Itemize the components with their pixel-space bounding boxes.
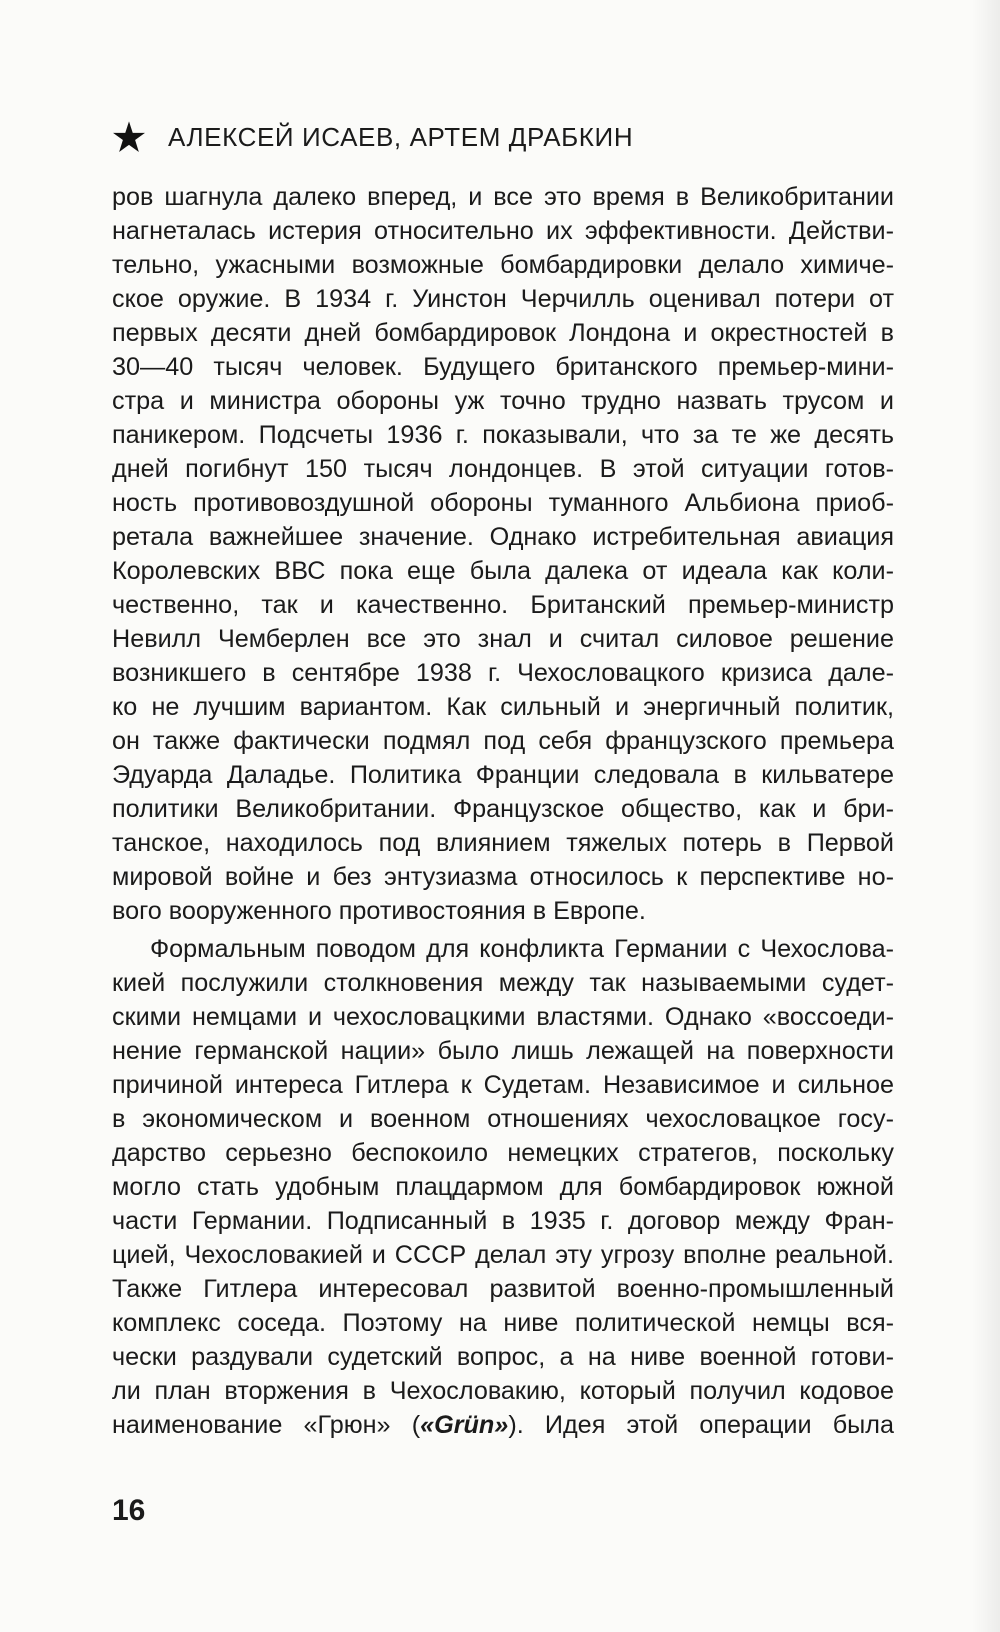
text-line: цией, Чехословакией и СССР делал эту угрозу вполне реальной. <box>112 1241 894 1269</box>
text-line: причиной интереса Гитлера к Судетам. Независимое и сильное <box>112 1071 894 1099</box>
text-line: чественно, так и качественно. Британский премьер-министр <box>112 591 894 619</box>
running-title: АЛЕКСЕЙ ИСАЕВ, АРТЕМ ДРАБКИН <box>168 121 634 152</box>
text-line: танское, находилось под влиянием тяжелых потерь в Первой <box>112 829 894 857</box>
text-line: нение германской нации» было лишь лежащей на поверхности <box>112 1037 894 1065</box>
line-tail-text: ). Идея этой операции была <box>508 1411 894 1439</box>
line-lead-text: наименование «Грюн» ( <box>112 1411 421 1439</box>
text-line: скими немцами и чехословацкими властями. Однако «воссоеди- <box>112 1003 894 1031</box>
text-line: ли план вторжения в Чехословакию, который получил кодовое <box>112 1377 894 1405</box>
text-line: ность противовоздушной обороны туманного Альбиона приоб- <box>112 489 894 517</box>
text-line: первых десяти дней бомбардировок Лондона и окрестностей в <box>112 319 894 347</box>
text-line: Невилл Чемберлен все это знал и считал силовое решение <box>112 625 894 653</box>
text-line: ское оружие. В 1934 г. Уинстон Черчилль оценивал потери от <box>112 285 894 313</box>
text-line: политики Великобритании. Французское общество, как и бри- <box>112 795 894 823</box>
text-line: он также фактически подмял под себя французского премьера <box>112 727 894 755</box>
text-line: Эдуарда Даладье. Политика Франции следовала в кильватере <box>112 761 894 789</box>
emphasized-term: «Grün» <box>420 1411 509 1439</box>
body-text <box>112 180 894 1442</box>
text-line: комплекс соседа. Поэтому на ниве политической немцы вся- <box>112 1309 894 1337</box>
text-line: Также Гитлера интересовал развитой военно-промышленный <box>112 1275 894 1303</box>
text-line: мировой войне и без энтузиазма относилось к перспективе но- <box>112 863 894 891</box>
text-line: 30—40 тысяч человек. Будущего британского премьер-мини- <box>112 353 894 381</box>
text-line: части Германии. Подписанный в 1935 г. договор между Фран- <box>112 1207 894 1235</box>
paragraph-end-line: вого вооруженного противостояния в Европе. <box>112 897 646 925</box>
text-line: ретала важнейшее значение. Однако истребительная авиация <box>112 523 894 551</box>
text-line: стра и министра обороны уж точно трудно назвать трусом и <box>112 387 894 415</box>
text-line: могло стать удобным плацдармом для бомбардировок южной <box>112 1173 894 1201</box>
text-line: паникером. Подсчеты 1936 г. показывали, что за те же десять <box>112 421 894 449</box>
text-line: ко не лучшим вариантом. Как сильный и энергичный политик, <box>112 693 894 721</box>
text-line: тельно, ужасными возможные бомбардировки делало химиче- <box>112 251 894 279</box>
page-number: 16 <box>112 1494 146 1527</box>
text-line: Королевских ВВС пока еще была далека от идеала как коли- <box>112 557 894 585</box>
text-line-mixed <box>112 1408 894 1442</box>
text-line: кией послужили столкновения между так называемыми судет- <box>112 969 894 997</box>
text-line: ров шагнула далеко вперед, и все это время в Великобритании <box>112 183 894 211</box>
text-line: дней погибнут 150 тысяч лондонцев. В этой ситуации готов- <box>112 455 894 483</box>
text-line: нагнеталась истерия относительно их эффективности. Действи- <box>112 217 894 245</box>
running-header <box>112 120 633 154</box>
text-line: возникшего в сентябре 1938 г. Чехословацкого кризиса дале- <box>112 659 894 687</box>
page-edge-shadow <box>972 0 1000 1632</box>
text-line: чески раздували судетский вопрос, а на ниве военной готови- <box>112 1343 894 1371</box>
star-icon <box>112 120 146 154</box>
paragraph-start-line: Формальным поводом для конфликта Германии с Чехослова- <box>150 935 894 963</box>
text-line: в экономическом и военном отношениях чехословацкое госу- <box>112 1105 894 1133</box>
text-line: дарство серьезно беспокоило немецких стратегов, поскольку <box>112 1139 894 1167</box>
